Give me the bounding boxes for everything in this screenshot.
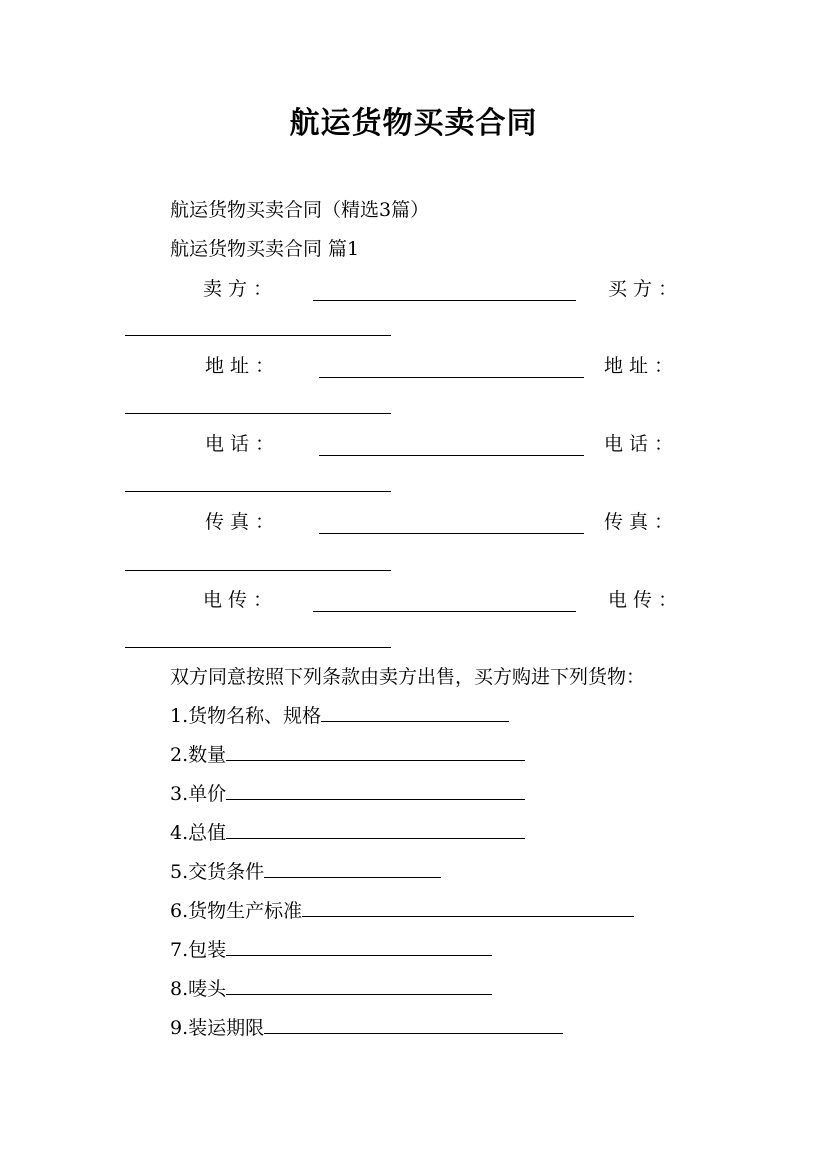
packing-blank[interactable] <box>226 938 492 956</box>
item-label: 5.交货条件 <box>170 861 265 883</box>
intro-line: 航运货物买卖合同（精选3篇） <box>170 199 430 221</box>
buyer-address-label: 地 址 ： <box>604 355 674 377</box>
item-label: 6.货物生产标准 <box>170 900 303 922</box>
seller-name-label: 卖 方 ： <box>203 278 273 300</box>
shipment-period-blank[interactable] <box>264 1016 563 1034</box>
document-title: 航运货物买卖合同 <box>289 106 538 141</box>
party-row-fax <box>0 510 827 534</box>
item-unit-price <box>170 782 525 806</box>
seller-telex-blank[interactable] <box>313 594 576 612</box>
seller-fax-blank[interactable] <box>319 516 584 534</box>
seller-phone-label: 电 话 ： <box>205 433 275 455</box>
buyer-phone-label: 电 话 ： <box>604 433 674 455</box>
item-total-value <box>170 821 525 845</box>
item-label: 3.单价 <box>170 783 227 805</box>
goods-name-blank[interactable] <box>321 704 509 722</box>
seller-address-blank[interactable] <box>319 360 584 378</box>
item-quantity <box>170 743 525 767</box>
party-row-telex <box>0 588 827 612</box>
delivery-terms-blank[interactable] <box>264 860 441 878</box>
production-standard-blank[interactable] <box>302 899 634 917</box>
item-label: 2.数量 <box>170 744 227 766</box>
buyer-address-blank[interactable] <box>125 413 391 414</box>
item-label: 8.唛头 <box>170 978 227 1000</box>
unit-price-blank[interactable] <box>226 782 525 800</box>
item-goods-name <box>170 704 509 728</box>
buyer-telex-label: 电 传 ： <box>608 589 678 611</box>
party-row-phone <box>0 432 827 456</box>
seller-name-blank[interactable] <box>313 283 576 301</box>
seller-telex-label: 电 传 ： <box>203 589 273 611</box>
buyer-telex-blank[interactable] <box>125 647 391 648</box>
party-row-name <box>0 277 827 301</box>
buyer-phone-blank[interactable] <box>125 491 391 492</box>
item-production-standard <box>170 899 634 923</box>
agreement-paragraph: 双方同意按照下列条款由卖方出售，买方购进下列货物： <box>170 666 646 688</box>
total-value-blank[interactable] <box>226 821 525 839</box>
seller-fax-label: 传 真 ： <box>205 511 275 533</box>
seller-address-label: 地 址 ： <box>205 355 275 377</box>
buyer-fax-blank[interactable] <box>125 570 391 571</box>
item-delivery-terms <box>170 860 441 884</box>
item-label: 1.货物名称、规格 <box>170 705 322 727</box>
item-shipping-marks <box>170 977 492 1001</box>
item-shipment-period <box>170 1016 563 1040</box>
item-packing <box>170 938 492 962</box>
item-label: 4.总值 <box>170 822 227 844</box>
shipping-marks-blank[interactable] <box>226 977 492 995</box>
buyer-name-label: 买 方 ： <box>608 278 678 300</box>
quantity-blank[interactable] <box>226 743 525 761</box>
party-row-address <box>0 354 827 378</box>
seller-phone-blank[interactable] <box>319 438 584 456</box>
item-label: 7.包装 <box>170 939 227 961</box>
chapter-heading: 航运货物买卖合同 篇1 <box>170 238 360 260</box>
buyer-name-blank[interactable] <box>125 335 391 336</box>
item-label: 9.装运期限 <box>170 1017 265 1039</box>
buyer-fax-label: 传 真 ： <box>604 511 674 533</box>
